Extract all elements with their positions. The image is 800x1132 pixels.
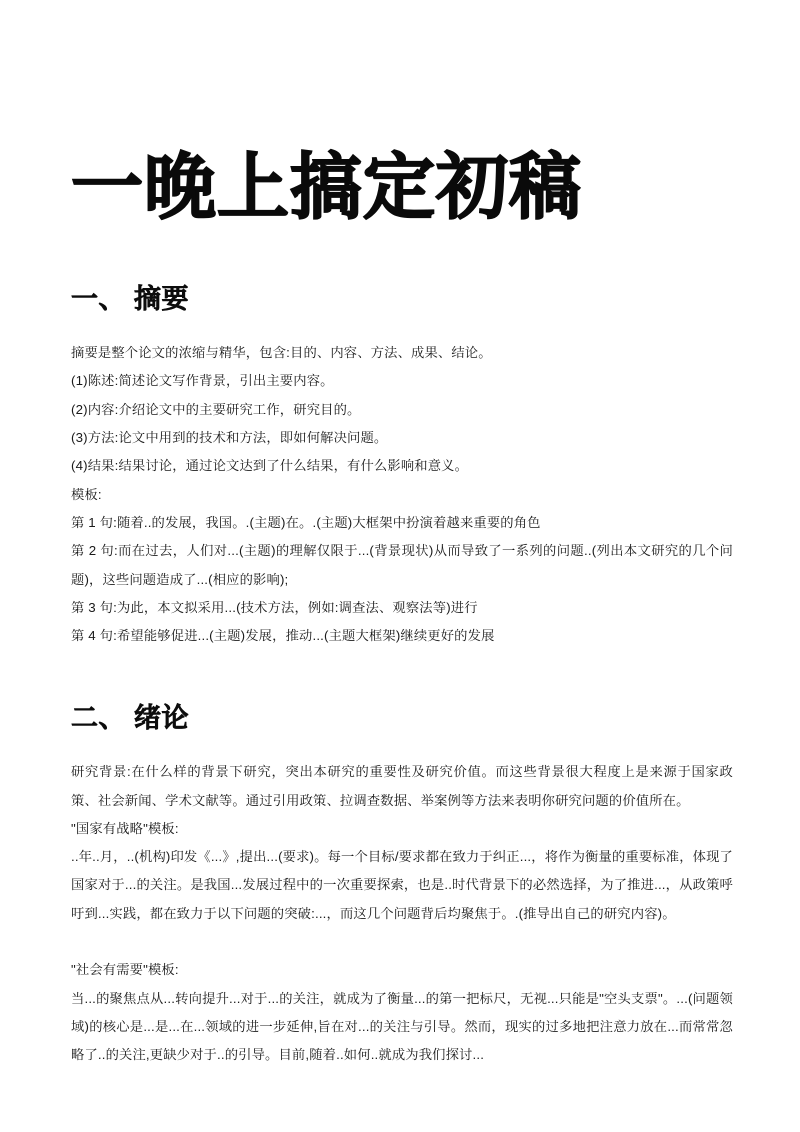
paragraph-social-need-template: 当...的聚焦点从...转向提升...对于...的关注，就成为了衡量...的第一把标尺，无视...只能是"空头支票"。...(问题领域)的核心是...是...在...领域的进一步延伸,旨在对...的关注与引导。然而，现实的过多地把注意力放在...而常常忽略了..的关注,更缺少对于..的引导。目前,随着..如何..就成为我们探讨... <box>71 990 733 1063</box>
paragraph-spacer <box>71 928 733 956</box>
body-line: (2)内容:介绍论文中的主要研究工作，研究目的。 <box>71 401 361 417</box>
body-line: 模板: <box>71 486 102 502</box>
body-line: (4)结果:结果讨论，通过论文达到了什么结果，有什么影响和意义。 <box>71 458 469 474</box>
body-line: 第 4 句:希望能够促进...(主题)发展，推动...(主题大框架)继续更好的发展 <box>71 628 495 644</box>
template-label-national-strategy: "国家有战略"模板: <box>71 820 179 836</box>
body-line: 摘要是整个论文的浓缩与精华，包含:目的、内容、方法、成果、结论。 <box>71 345 492 361</box>
document-content <box>71 0 733 1069</box>
document-title: 一晚上搞定初稿 <box>71 148 583 228</box>
section-heading-abstract: 一、 摘要 <box>71 284 190 315</box>
body-line: 第 3 句:为此，本文拟采用...(技术方法，例如:调查法、观察法等)进行 <box>71 599 478 615</box>
paragraph-national-strategy-template: ..年..月，..(机构)印发《...》,提出...(要求)。每一个目标/要求都在致力于纠正...，将作为衡量的重要标准，体现了国家对于...的关注。是我国...发展过程中的一次重要探索，也是..时代背景下的必然选择，为了推进...，从政策呼吁到...实践，都在致力于以下问题的突破:...，而这几个问题背后均聚焦于。.(推导出自己的研究内容)。 <box>71 849 733 921</box>
body-line: 第 1 句:随着..的发展，我国。.(主题)在。.(主题)大框架中扮演着越来重要的角色 <box>71 514 541 530</box>
body-line: 第 2 句:而在过去，人们对...(主题)的理解仅限于...(背景现状)从而导致了一系列的问题..(列出本文研究的几个问题)，这些问题造成了...(相应的影响); <box>71 543 733 587</box>
section-body-abstract <box>71 339 733 650</box>
section-body-introduction <box>71 758 733 1069</box>
paragraph-research-background: 研究背景:在什么样的背景下研究，突出本研究的重要性及研究价值。而这些背景很大程度上是来源于国家政策、社会新闻、学术文献等。通过引用政策、拉调查数据、举案例等方法来表明你研究问题的价值所在。 <box>71 764 733 808</box>
template-label-social-need: "社会有需要"模板: <box>71 962 179 978</box>
body-line: (1)陈述:简述论文写作背景，引出主要内容。 <box>71 373 334 389</box>
body-line: (3)方法:论文中用到的技术和方法，即如何解决问题。 <box>71 430 388 446</box>
section-heading-introduction: 二、 绪论 <box>71 703 190 734</box>
